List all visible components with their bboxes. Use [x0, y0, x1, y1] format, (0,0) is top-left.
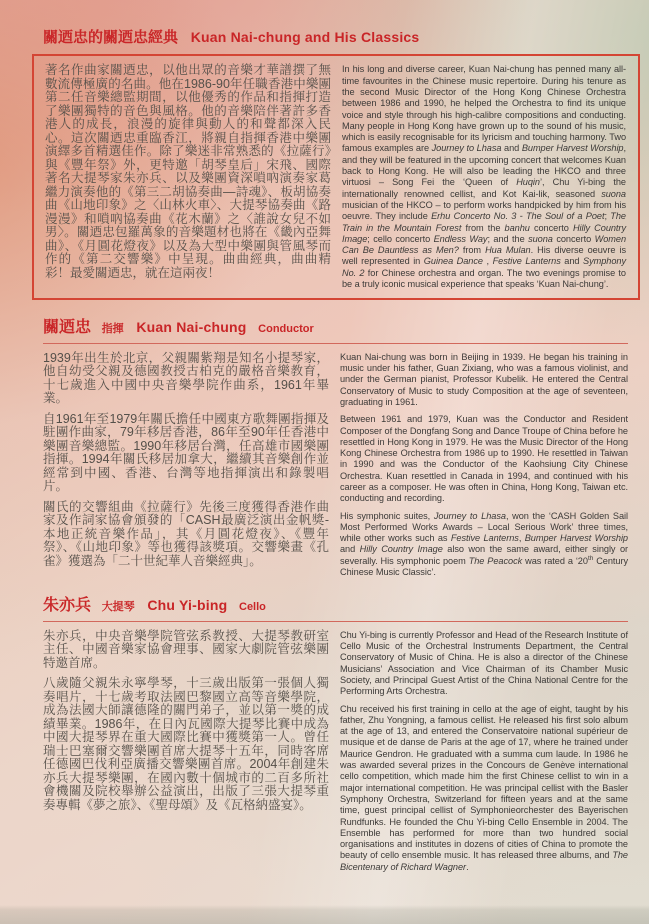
cello-columns [43, 630, 628, 873]
conductor-chinese-column [43, 352, 329, 579]
classics-chinese-column [45, 64, 331, 290]
conductor-english-column [340, 352, 628, 579]
section-conductor [0, 312, 649, 578]
conductor-english-paragraph: Between 1961 and 1979, Kuan was the Conductor and Resident Composer of the Dongfang Song and Dance Troupe of China before he resettled in Hong Kong in 1979. He was the Music Director of the Hong Kong Chinese Orchestra from 1986 up to 1990. He resettled in Taiwan in 1990 and was the Conductor of the Kaohsiung City Chinese Orchestra. Kuan resettled in Canada in 1994, and continued with his career as a composer. He was often in China, Hong Kong, Taiwan etc. conducting and recording. [340, 414, 628, 504]
section-classics-heading [43, 22, 628, 48]
conductor-heading-chinese-role: 指揮 [101, 323, 124, 336]
cello-heading-english-role: Cello [239, 601, 266, 614]
conductor-heading-rule [43, 343, 628, 344]
classics-chinese-paragraph: 著名作曲家關迺忠，以他出眾的音樂才華譜撰了無數流傳極廣的名曲。他在1986-90年任職香港中樂團第二任音樂總監期間，以他優秀的作品和指揮打造了樂團獨特的音色與風格。他的音樂陪伴著許多香港人的成長，浪漫的旋律與動人的和聲都深入民心。這次關迺忠重臨香江，將親自指揮香港中樂團演繹多首精選佳作。除了樂迷非常熟悉的《拉薩行》與《豐年祭》外，更特邀「胡琴皇后」宋飛、國際著名大提琴家朱亦兵、以及樂團資深嗩吶演奏家葛繼力演奏他的《第三二胡協奏曲—詩魂》、板胡協奏曲《山地印象》之〈山林火車〉、大提琴協奏曲《路漫漫》和嗩吶協奏曲《花木蘭》之〈誰說女兒不如男〉。關迺忠包羅萬象的音樂題材也將在《畿內亞舞曲》、《月圓花燈夜》以及為大型中樂團與管風琴而作的《第二交響樂》中呈現。曲曲經典，曲曲精彩！最愛關迺忠，就在這兩夜！ [45, 63, 331, 280]
section-conductor-heading [43, 312, 628, 338]
conductor-english-paragraph: His symphonic suites, Journey to Lhasa, won the ‘CASH Golden Sail Most Performed Works Awards – Local Serious Work’ three times, while other works such as Festive Lanterns, Bumper Harvest Worship and Hilly Country Image also won the same award, either singly or severally. His symphonic poem The Peacock was rated a ‘20th Century Chinese Music Classic’. [340, 510, 629, 578]
classics-heading-english: Kuan Nai-chung and His Classics [190, 29, 420, 45]
cello-heading-english-name: Chu Yi-bing [147, 597, 228, 614]
cello-english-paragraph: Chu Yi-bing is currently Professor and Head of the Research Institute of Cello Music of the Orchestral Instruments Department, the Central Conservatory of Music of China. He is also a director of the Chinese Musicians’ Association and Vice Chairman of its Chamber Music Society, and Principal Guest Artist of the China National Centre for the Performing Arts Orchestra. [340, 629, 628, 697]
cello-heading-chinese-name: 朱亦兵 [43, 597, 92, 615]
conductor-heading-chinese-name: 關迺忠 [43, 319, 92, 337]
conductor-heading-english-name: Kuan Nai-chung [136, 319, 247, 336]
conductor-columns [43, 352, 628, 579]
classics-bordered-box [32, 54, 640, 300]
classics-english-paragraph: In his long and diverse career, Kuan Nai-chung has penned many all-time favourites in the Chinese music repertoire. During his tenure as the second Music Director of the Hong Kong Chinese Orchestra between 1986 and 1990, he helped the Orchestra to find its unique voice and style through his high-calibre compositions and conducting. Many people in Hong Kong have grown up to the sound of his music, which is easily recognisable for its lyricism and touching harmony. Two famous examples are Journey to Lhasa and Bumper Harvest Worship, and they will be featured in the upcoming concert that welcomes Kuan back to Hong Kong. He will also be leading the HKCO and three virtuosi – Song Fei the ‘Queen of Huqin’, Chu Yi-bing the internationally renowned cellist, and Kot Kai-lik, seasoned suona musician of the HKCO – to perform works handpicked by him from his oeuvre. They include Erhu Concerto No. 3 - The Soul of a Poet; The Train in the Mountain Forest from the banhu concerto Hilly Country Image; cello concerto Endless Way; and the suona concerto Women Can Be Dauntless as Men? from Hua Mulan. His diverse oeuvre is well represented in Guinea Dance , Festive Lanterns and Symphony No. 2 for Chinese orchestra and organ. The two evenings promise to be a truly iconic musical experience that speaks ‘Kuan Nai-chung’. [342, 64, 627, 290]
classics-english-column [342, 64, 626, 290]
cello-heading-chinese-role: 大提琴 [101, 601, 135, 614]
classics-heading-chinese: 關迺忠的關迺忠經典 [43, 29, 179, 46]
cello-chinese-column [43, 630, 329, 873]
conductor-chinese-paragraph: 關氏的交響組曲《拉薩行》先後三度獲得香港作曲家及作詞家協會頒發的「CASH最廣泛演出金帆獎-本地正統音樂作品」，其《月圓花燈夜》、《豐年祭》、《山地印象》等也獲得該獎項。交響樂畫《孔雀》獲選為「二十世紀華人音樂經典」。 [43, 499, 329, 568]
section-cello [0, 590, 649, 873]
conductor-chinese-paragraph: 1939年出生於北京，父親關紫翔是知名小提琴家，他自幼受父親及德國教授古柏克的嚴格音樂教育，十七歲進入中國中央音樂學院作曲系，1961年畢業。 [43, 350, 329, 406]
cello-heading-rule [43, 621, 628, 622]
section-cello-heading [43, 590, 628, 616]
cello-chinese-paragraph: 朱亦兵，中央音樂學院管弦系教授、大提琴教研室主任、中國音樂家協會理事、國家大劇院管弦樂團特邀首席。 [43, 628, 329, 670]
conductor-chinese-paragraph: 自1961年至1979年關氏擔任中國東方歌舞團指揮及駐團作曲家，79年移居香港，86年至90年任香港中樂團音樂總監。1990年移居台灣，任高雄市國樂團指揮。1994年關氏移居加拿大，繼續其音樂創作並經常到中國、香港、台灣等地指揮演出和錄製唱片。 [43, 411, 329, 494]
conductor-heading-english-role: Conductor [258, 323, 314, 336]
cello-english-paragraph: Chu received his first training in cello at the age of eight, taught by his father, Zhu Yongning, a famous cellist. He released his first solo album at the age of 13, and entered the Conservatoire national supérieur de musique et de danse de Paris at the age of 17, where he trained under Maurice Gendron. He graduated with a summa cum laude. In 1986 he was awarded several prizes in the Concours de Genève international cello competition, which made him the first Chinese cellist to win in a major international competition. He was principal cellist with the Basler Symphony Orchestra, Switzerland for fifteen years and at the same time, guest principal cellist of Symphonieorchester des Bayerischen Rundfunks. He founded the Chu Yi-bing Cello Ensemble in 2004. The Ensemble has performed for more than two hundred social organisations and institutes in dozens of cities of China to promote the beauty of cello ensemble music. It has released three albums, and The Bicentenary of Richard Wagner. [340, 703, 628, 872]
conductor-english-paragraph: Kuan Nai-chung was born in Beijing in 1939. He began his training in music under his father, Guan Zixiang, who was a famous violinist, and under the German pianist, Professor Kubelik. He entered the Central Conservatory of Music to study Composition at the age of seventeen, graduating in 1961. [340, 351, 628, 407]
cello-english-column [340, 630, 628, 873]
section-classics [0, 0, 649, 300]
cello-chinese-paragraph: 八歲隨父親朱永寧學琴，十三歲出版第一張個人獨奏唱片，十七歲考取法國巴黎國立高等音樂學院，成為法國大師讓德隆的關門弟子，並以第一獎的成績畢業。1986年，在日內瓦國際大提琴比賽中成為中國大提琴界在重大國際比賽中獲獎第一人。曾任瑞士巴塞爾交響樂團首席大提琴十五年，同時客席任德國巴伐利亞廣播交響樂團首席。2004年創建朱亦兵大提琴樂團，在國內數十個城市的二百多所社會機關及院校舉辦公益演出，出版了三張大提琴重奏專輯《夢之旅》、《聖母頌》及《瓦格納盛宴》。 [43, 676, 329, 812]
